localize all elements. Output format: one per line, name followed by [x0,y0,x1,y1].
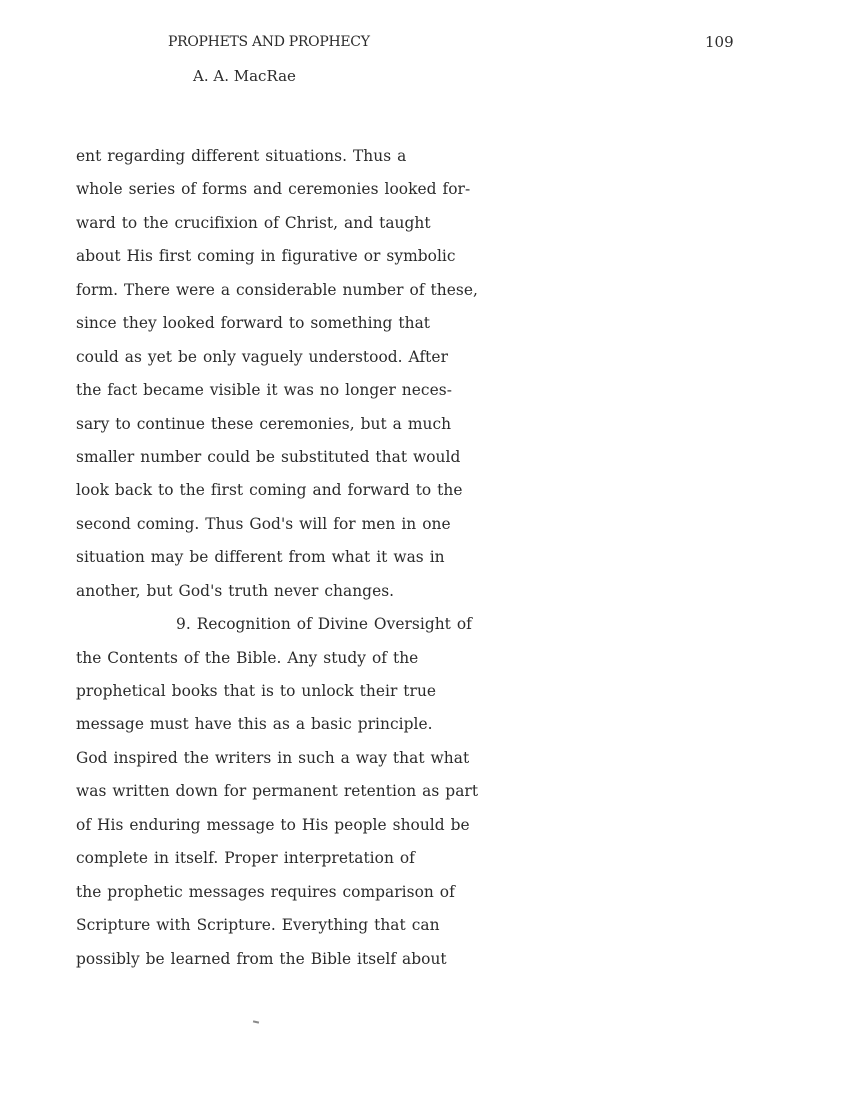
text-line: form. There were a considerable number of these, [76,280,478,299]
text-line: prophetical books that is to unlock their true [76,682,437,700]
body-text [76,146,506,982]
text-line: the prophetic messages requires comparison of [76,882,455,901]
text-line: the Contents of the Bible. Any study of the [76,648,419,667]
page-number: 109 [705,33,734,51]
section-heading-line: 9. Recognition of Divine Oversight of [176,615,472,634]
text-line: could as yet be only vaguely understood. After [76,347,448,366]
scan-speck [253,1020,259,1023]
text-line: situation may be different from what it was in [76,548,445,567]
text-line: ent regarding different situations. Thus a [76,147,407,165]
text-line: look back to the first coming and forward to the [76,481,463,500]
text-line: second coming. Thus God's will for men in one [76,514,451,533]
text-line: smaller number could be substituted that would [76,447,461,466]
text-line: about His first coming in figurative or symbolic [76,247,456,266]
text-line: possibly be learned from the Bible itself about [76,949,447,968]
running-header-title: PROPHETS AND PROPHECY [168,34,370,50]
text-line: the fact became visible it was no longer neces- [76,381,452,400]
running-header-author: A. A. MacRae [193,67,296,85]
text-line: of His enduring message to His people should be [76,815,470,834]
text-line: message must have this as a basic principle. [76,715,433,734]
text-line: another, but God's truth never changes. [76,581,395,600]
text-line: whole series of forms and ceremonies looked for- [76,180,471,199]
text-line: Scripture with Scripture. Everything that can [76,916,440,935]
text-line: God inspired the writers in such a way that what [76,748,470,767]
text-line: sary to continue these ceremonies, but a much [76,414,452,433]
text-line: ward to the crucifixion of Christ, and taught [76,213,431,232]
text-line: complete in itself. Proper interpretation of [76,849,415,868]
text-line: since they looked forward to something that [76,314,431,333]
text-line: was written down for permanent retention as part [76,782,479,801]
